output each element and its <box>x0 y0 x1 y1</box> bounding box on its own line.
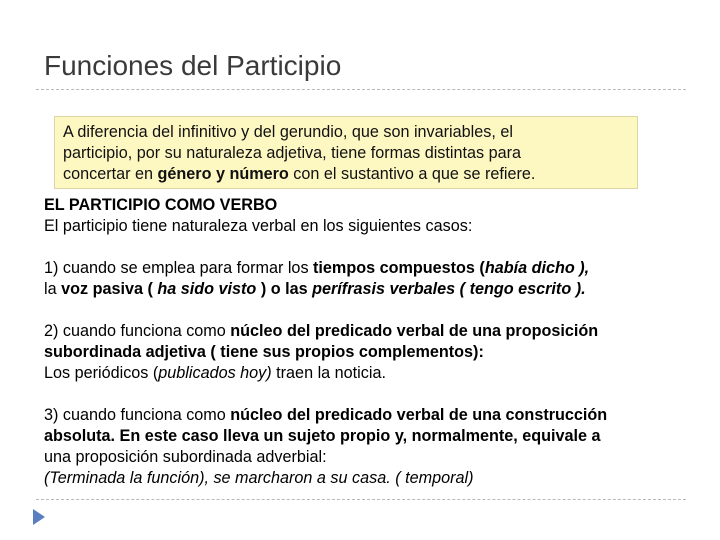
case-text: una proposición subordinada adverbial: <box>44 448 327 466</box>
definition-callout <box>54 116 638 189</box>
case-text: 2) cuando funciona como <box>44 322 231 340</box>
section-heading <box>44 195 684 216</box>
footer-divider <box>36 499 686 500</box>
section-heading-text: EL PARTICIPIO COMO VERBO <box>44 196 278 214</box>
case-bold: absoluta. En este caso lleva un sujeto propio y, normalmente, equivale a <box>44 427 601 445</box>
case-italic: publicados hoy) <box>158 364 272 382</box>
case-bold: núcleo del predicado verbal de una construcción <box>230 406 608 424</box>
case-2 <box>44 321 684 384</box>
slide-title: Funciones del Participio <box>44 50 342 81</box>
case-bold-italic: había dicho ), <box>484 259 590 277</box>
case-text: 3) cuando funciona como <box>44 406 231 424</box>
callout-line-1: A diferencia del infinitivo y del gerundio, que son invariables, el <box>63 123 513 141</box>
case-bold: ) o las <box>256 280 313 298</box>
triangle-bullet-icon <box>32 508 46 526</box>
case-bold: tiempos compuestos ( <box>313 259 485 277</box>
callout-line-2: participio, por su naturaleza adjetiva, tiene formas distintas para <box>63 144 521 162</box>
section-intro: El participio tiene naturaleza verbal en los siguientes casos: <box>44 217 473 235</box>
case-bold-italic: ha sido visto <box>157 280 257 298</box>
case-text: la <box>44 280 62 298</box>
callout-text: con el sustantivo a que se refiere. <box>288 165 536 183</box>
callout-text: concertar en <box>63 165 158 183</box>
case-bold: voz pasiva ( <box>61 280 158 298</box>
slide-content <box>44 195 684 489</box>
case-1 <box>44 258 684 300</box>
case-text: 1) cuando se emplea para formar los <box>44 259 314 277</box>
case-bold-italic: perífrasis verbales ( tengo escrito ). <box>312 280 586 298</box>
case-italic: (Terminada la función), se marcharon a su casa. ( temporal) <box>44 469 474 487</box>
callout-line-3 <box>63 164 629 185</box>
callout-emphasis: género y número <box>157 165 289 183</box>
case-3 <box>44 405 684 489</box>
case-bold: subordinada adjetiva ( tiene sus propios complementos): <box>44 343 484 361</box>
case-text: traen la noticia. <box>271 364 386 382</box>
case-bold: núcleo del predicado verbal de una proposición <box>230 322 599 340</box>
title-divider <box>36 89 686 90</box>
case-text: Los periódicos ( <box>44 364 159 382</box>
